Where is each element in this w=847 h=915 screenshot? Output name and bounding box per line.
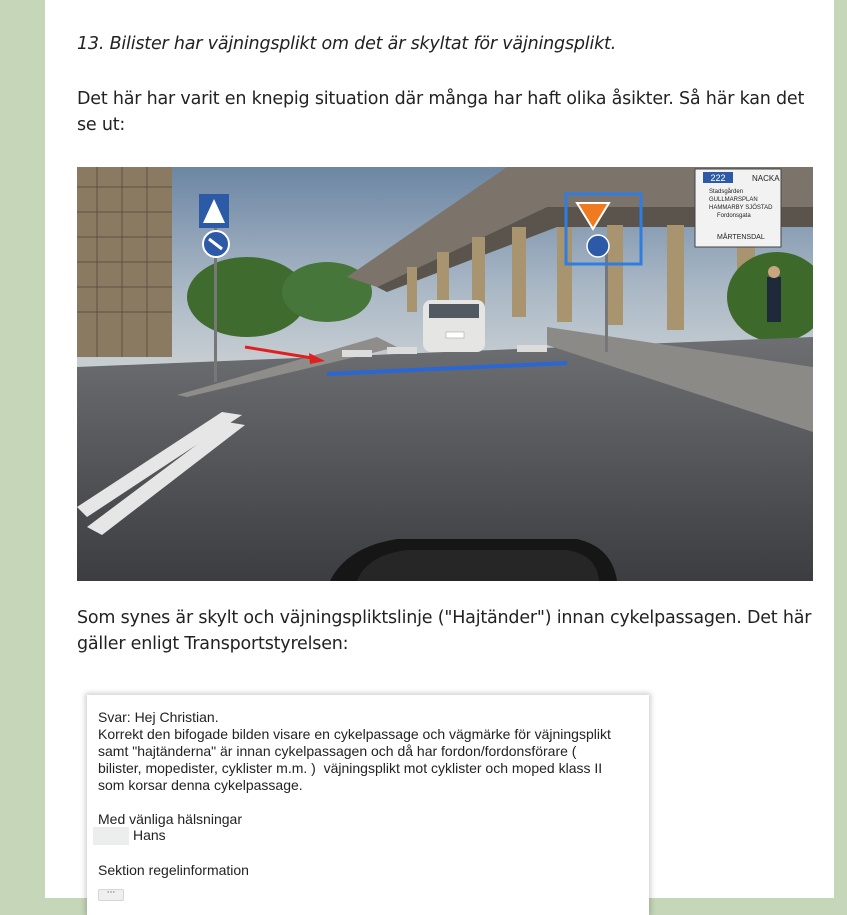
sign-line-3: HAMMARBY SJÖSTAD <box>709 205 773 211</box>
show-trimmed-content-button[interactable]: ··· <box>98 889 124 901</box>
sign-top-label: NACKA <box>752 174 780 183</box>
email-department: Sektion regelinformation <box>98 862 249 878</box>
sign-route-number: 222 <box>710 173 726 183</box>
email-reply-text: Svar: Hej Christian. Korrekt den bifogade bilden visare en cykelpassage och vägmärke för väjningsplikt samt "hajtänderna" är innan cykelpassagen och då har fordon/fordonsförare ( bilister, mopedister, cyklister m.m. ) väjningsplikt mot cyklister och moped klass II som korsar denna cykelpassage. <box>98 709 611 793</box>
signer-name: Hans <box>133 827 166 843</box>
redacted-block <box>93 827 129 845</box>
rule-13-text: 13. Bilister har väjningsplikt om det är skyltat för väjningsplikt. <box>77 34 617 54</box>
sign-line-4: Fordonsgata <box>717 213 751 219</box>
photo-illustration <box>77 167 813 581</box>
email-greeting: Med vänliga hälsningar <box>98 811 242 827</box>
sign-bottom-label: MÅRTENSDAL <box>717 234 765 241</box>
intersection-photo <box>77 167 813 581</box>
sign-line-2: GULLMARSPLAN <box>709 197 758 203</box>
transportstyrelsen-paragraph: Som synes är skylt och väjningspliktslinje ("Hajtänder") innan cykelpassagen. Det här gäller enligt Transportstyrelsen: <box>77 608 812 654</box>
page-border <box>834 0 847 898</box>
intro-paragraph: Det här har varit en knepig situation där många har haft olika åsikter. Så här kan det se ut: <box>77 89 805 135</box>
email-screenshot <box>87 695 649 915</box>
sign-line-1: Stadsgården <box>709 189 744 195</box>
